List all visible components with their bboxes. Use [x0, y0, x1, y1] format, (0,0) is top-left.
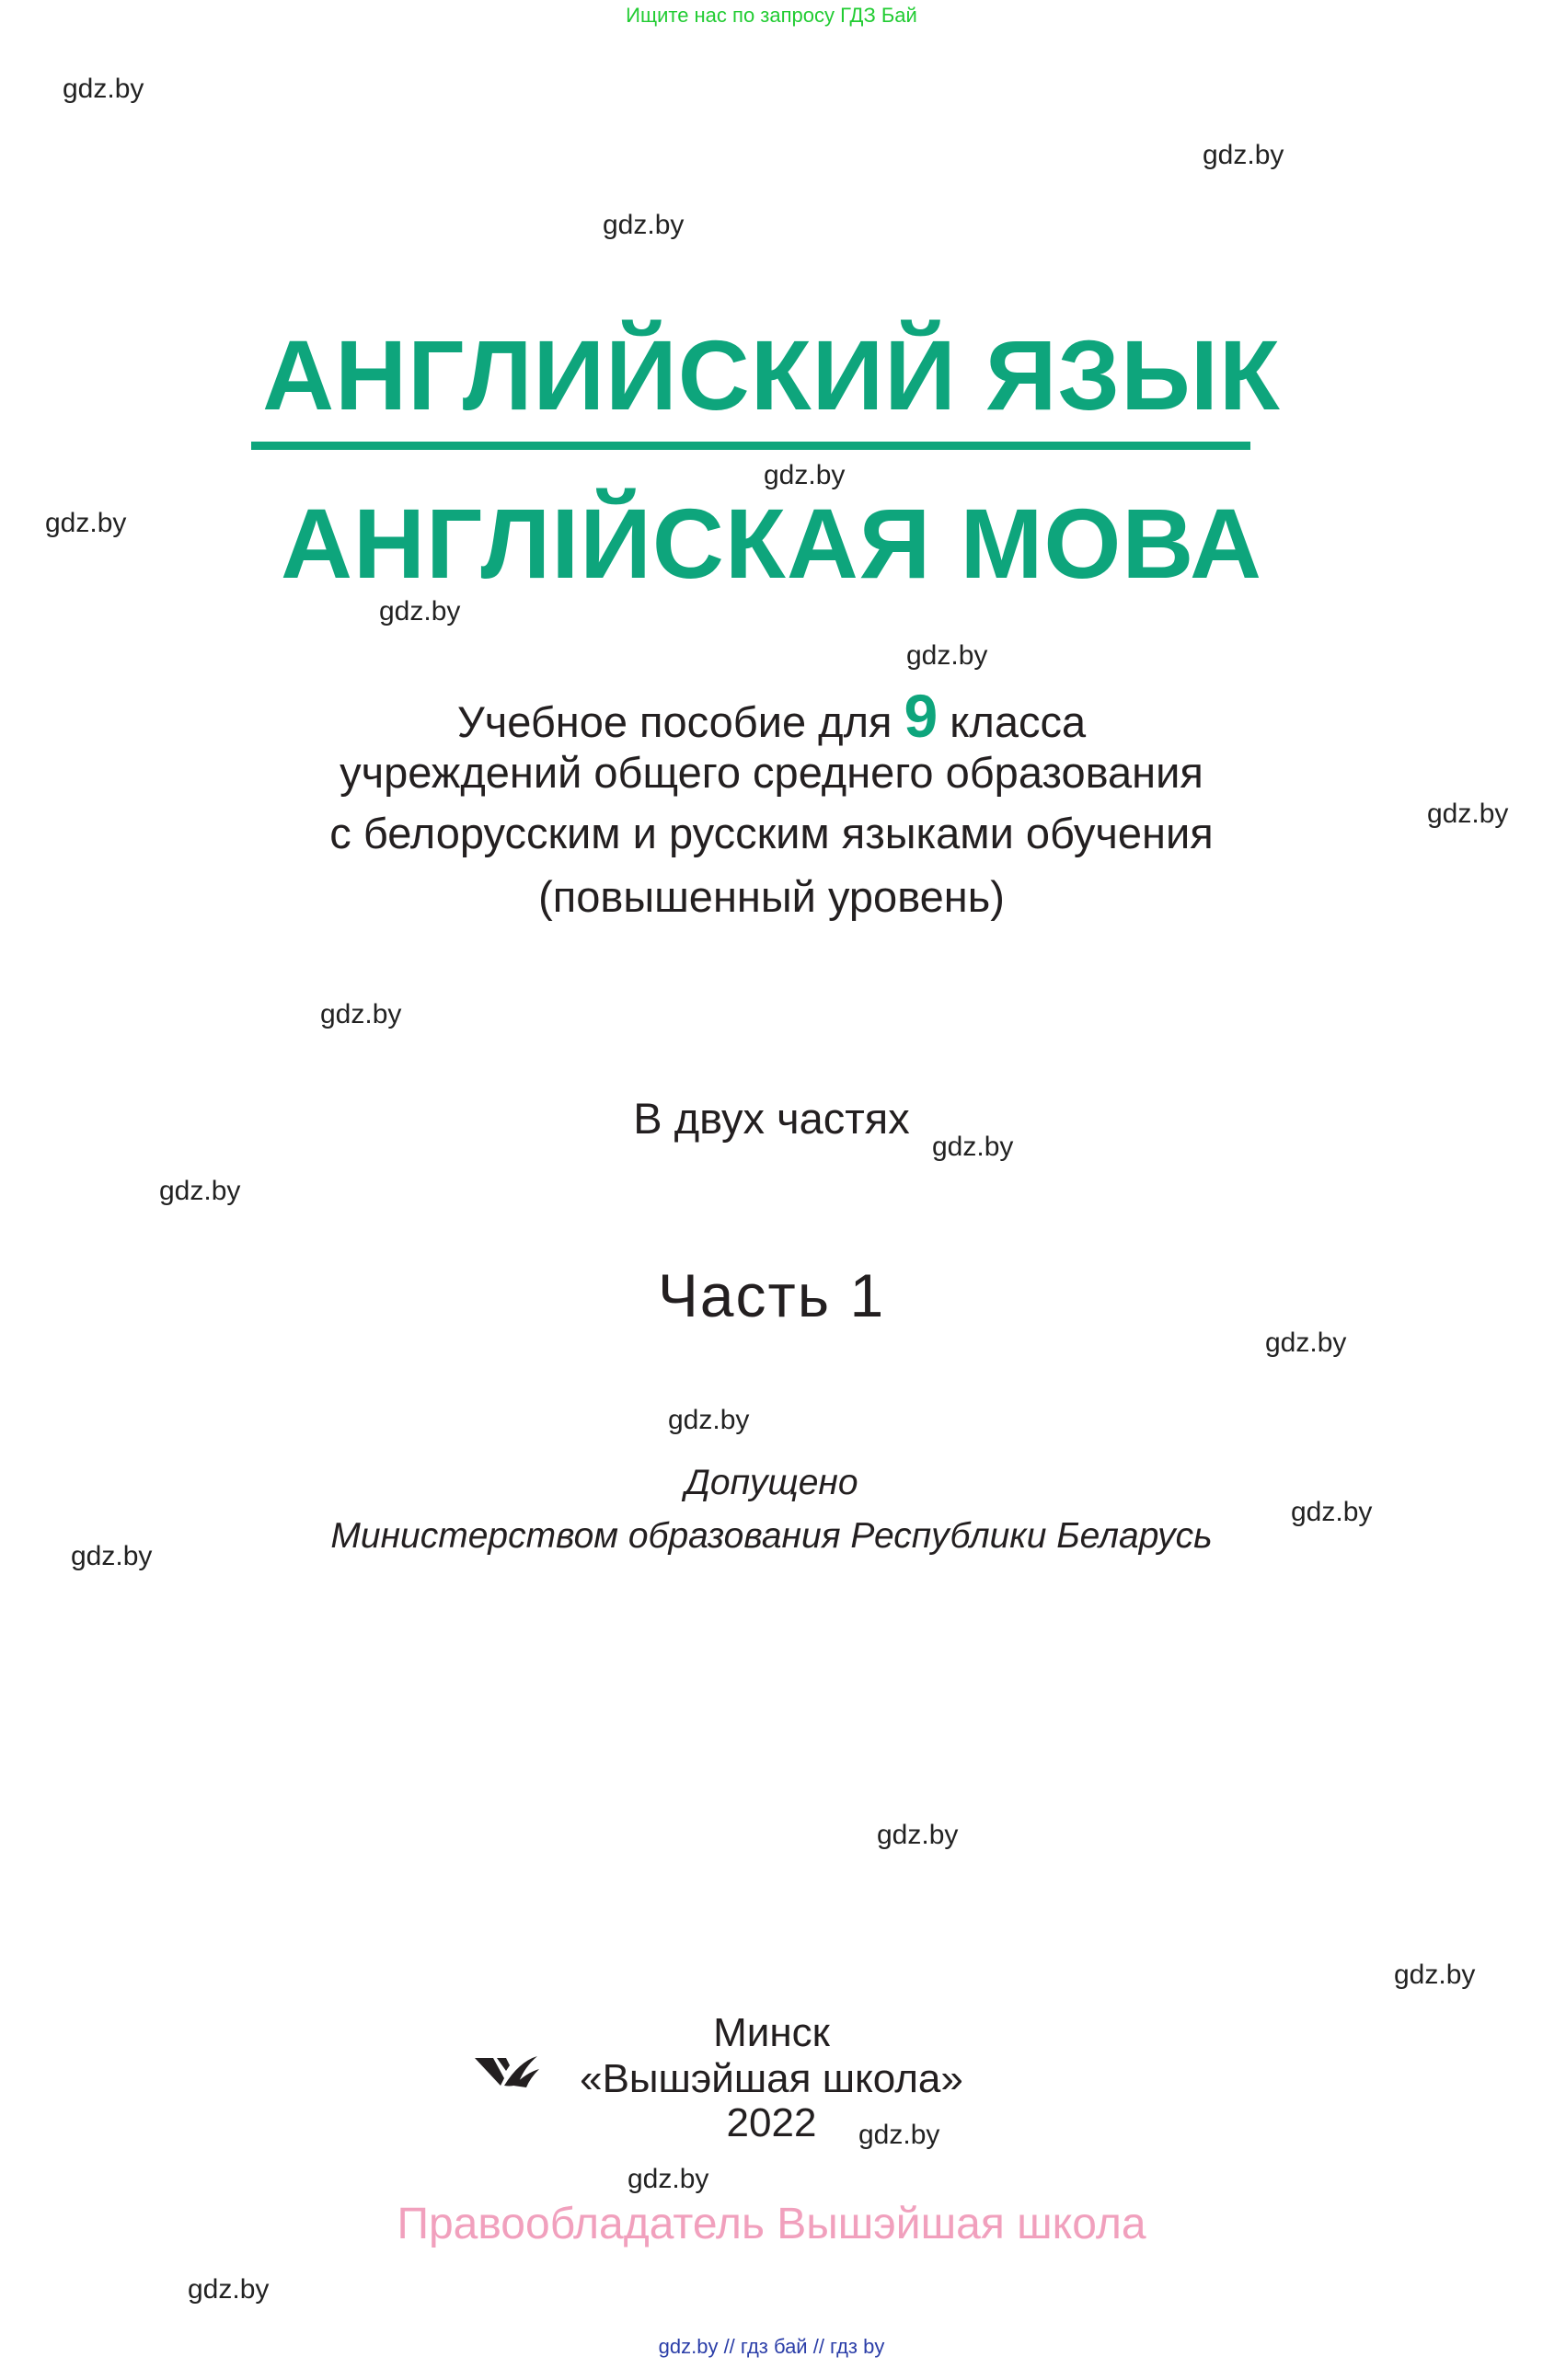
watermark: gdz.by: [63, 74, 144, 104]
imprint-year: 2022: [726, 2100, 817, 2145]
parts-note: В двух частях: [633, 1094, 910, 1143]
subtitle-line-1: [0, 681, 1543, 751]
title-divider: [251, 442, 1250, 450]
imprint-city: Минск: [713, 2010, 830, 2055]
watermark: gdz.by: [932, 1132, 1014, 1162]
title-belarusian: АНГЛІЙСКАЯ МОВА: [280, 488, 1263, 599]
part-number: Часть 1: [657, 1261, 886, 1329]
approval-line-2: Министерством образования Республики Беларусь: [330, 1516, 1213, 1556]
subtitle-line-4: (повышенный уровень): [538, 872, 1005, 921]
rights-holder: Правообладатель Вышэйшая школа: [397, 2200, 1146, 2248]
watermark: gdz.by: [1427, 799, 1509, 829]
watermark: gdz.by: [159, 1176, 241, 1206]
watermark: gdz.by: [858, 2120, 940, 2150]
watermark: gdz.by: [764, 460, 846, 490]
grade-number: 9: [904, 682, 938, 750]
top-banner: Ищите нас по запросу ГДЗ Бай: [626, 4, 917, 27]
watermark: gdz.by: [188, 2274, 270, 2305]
subtitle-line-3: с белорусским и русским языками обучения: [329, 809, 1214, 857]
watermark: gdz.by: [1394, 1960, 1476, 1990]
approval-line-1: Допущено: [685, 1463, 858, 1502]
watermark: gdz.by: [71, 1541, 153, 1571]
watermark: gdz.by: [668, 1405, 750, 1435]
watermark: gdz.by: [45, 508, 127, 538]
imprint-publisher: «Вышэйшая школа»: [580, 2056, 963, 2101]
subtitle-suffix: класса: [938, 697, 1087, 746]
footer-links[interactable]: gdz.by // гдз бай // гдз by: [658, 2335, 885, 2358]
watermark: gdz.by: [1203, 140, 1284, 170]
watermark: gdz.by: [1265, 1328, 1347, 1358]
subtitle-line-2: учреждений общего среднего образования: [340, 748, 1203, 797]
watermark: gdz.by: [628, 2164, 709, 2194]
watermark: gdz.by: [603, 210, 685, 240]
title-russian: АНГЛИЙСКИЙ ЯЗЫК: [262, 319, 1281, 431]
watermark: gdz.by: [379, 596, 461, 627]
watermark: gdz.by: [1291, 1497, 1373, 1527]
watermark: gdz.by: [877, 1820, 959, 1850]
subtitle-prefix: Учебное пособие для: [456, 697, 904, 746]
watermark: gdz.by: [320, 999, 402, 1029]
watermark: gdz.by: [906, 640, 988, 671]
